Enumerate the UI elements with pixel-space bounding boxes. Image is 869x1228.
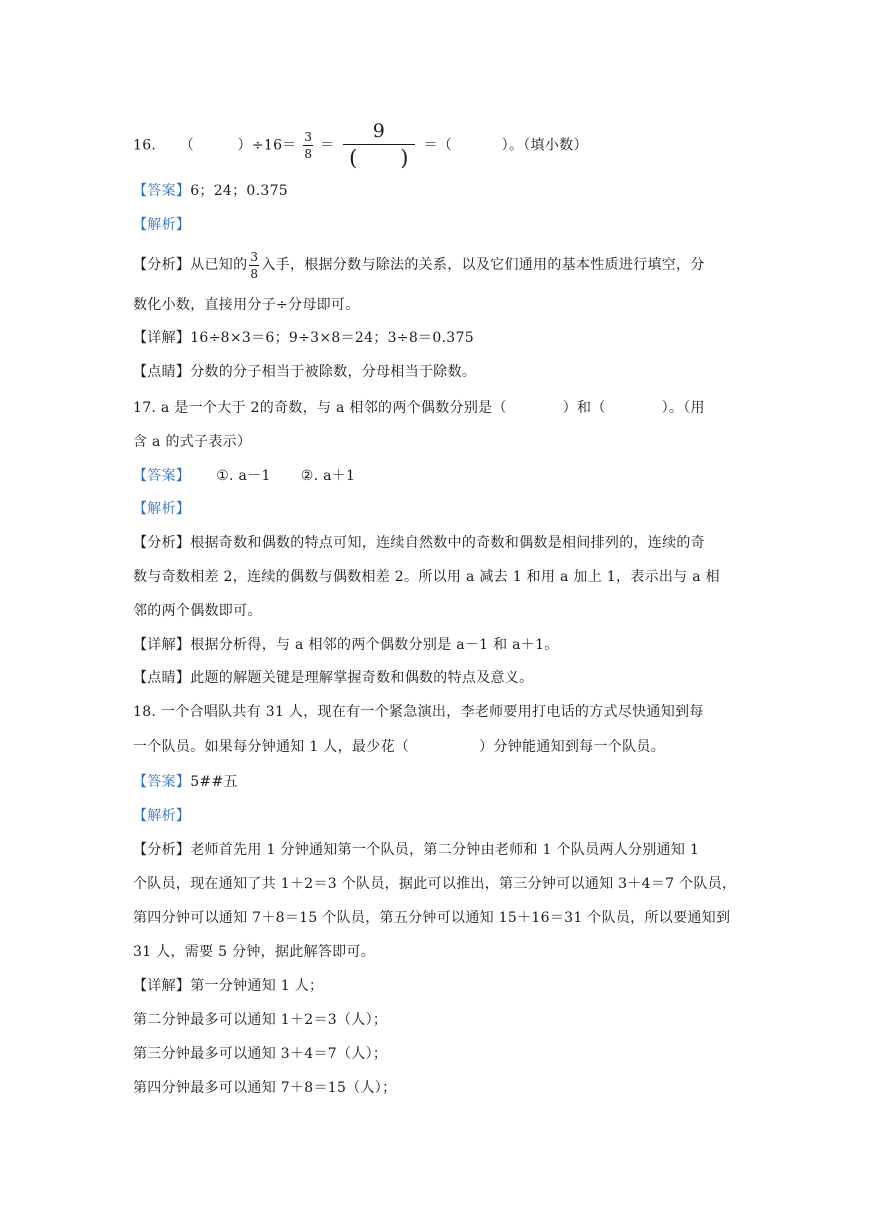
fraction-numerator: 3: [250, 249, 259, 264]
q18-xiangjie-line2: [133, 1010, 387, 1030]
q16-fraction-3-8: [303, 131, 313, 160]
q17-stem-line1: [133, 398, 705, 418]
q17-dianjing: [133, 668, 533, 688]
q17-text: 17. a 是一个大于 2的奇数，与 a 相邻的两个偶数分别是（: [133, 400, 507, 416]
fraction-denominator: 8: [250, 266, 259, 281]
fenxi-text: 数化小数，直接用分子÷分母即可。: [133, 297, 360, 313]
q17-text: ）和（: [562, 400, 606, 416]
fenxi-text: 老师首先用 1 分钟通知第一个队员，第二分钟由老师和 1 个队员两人分别通知 1: [190, 842, 700, 858]
q17-answer: [133, 466, 355, 486]
fenxi-text: 根据奇数和偶数的特点可知，连续自然数中的奇数和偶数是相间排列的，连续的奇: [190, 535, 706, 551]
fenxi-text: 数与奇数相差 2，连续的偶数与偶数相差 2。所以用 a 减去 1 和用 a 加上 1，表示出与 a 相: [133, 569, 720, 585]
q17-fenxi-line1: [133, 533, 705, 553]
answer-tag: 【答案】: [133, 468, 191, 484]
answer-tag: 【答案】: [133, 774, 191, 790]
q16-paren-open: （: [179, 137, 195, 154]
q16-equals-open: ＝（: [423, 137, 453, 154]
q16-divide-16: ）÷16＝: [237, 137, 297, 154]
q18-stem-line2: [133, 737, 665, 757]
xiangjie-tag: 【详解】: [133, 637, 191, 653]
fenxi-tag: 【分析】: [133, 257, 191, 273]
q17-text: 含 a 的式子表示）: [133, 434, 252, 450]
fenxi-tag: 【分析】: [133, 842, 191, 858]
q17-fenxi-line2: [133, 567, 720, 587]
q17-stem-line2: [133, 432, 251, 452]
q18-answer: [133, 772, 238, 792]
q18-xiangjie-line4: [133, 1078, 396, 1098]
fraction-denominator: 8: [304, 147, 313, 161]
fenxi-text: 邻的两个偶数即可。: [133, 603, 262, 619]
dianjing-tag: 【点睛】: [133, 364, 191, 380]
q17-analysis-heading: [133, 499, 190, 519]
fraction-numerator: 3: [304, 130, 313, 144]
xiangjie-text: 第三分钟最多可以通知 3＋4＝7（人）；: [133, 1046, 388, 1062]
analysis-tag: 【解析】: [133, 501, 191, 517]
q16-fenxi-line1: [133, 248, 705, 282]
xiangjie-text: 第四分钟最多可以通知 7＋8＝15（人）；: [133, 1080, 397, 1096]
answer-text: 5##五: [190, 774, 238, 790]
xiangjie-text: 16÷8×3＝6；9÷3×8＝24；3÷8＝0.375: [190, 330, 474, 346]
q16-xiangjie: [133, 328, 474, 348]
xiangjie-text: 第二分钟最多可以通知 1＋2＝3（人）；: [133, 1012, 388, 1028]
q16-answer: [133, 181, 288, 201]
q16-fraction-9-blank: [343, 122, 415, 169]
fenxi-text: 个队员，现在通知了共 1＋2＝3 个队员，据此可以推出，第三分钟可以通知 3＋4＝7 个队员，: [133, 876, 737, 892]
answer-item-2: ②. a＋1: [300, 468, 356, 484]
analysis-tag: 【解析】: [133, 217, 191, 233]
q16-analysis-heading: [133, 215, 190, 235]
q18-xiangjie-line1: [133, 976, 323, 996]
analysis-tag: 【解析】: [133, 808, 191, 824]
fenxi-text: 入手，根据分数与除法的关系，以及它们通用的基本性质进行填空，分: [261, 257, 705, 273]
q18-text: ）分钟能通知到每一个队员。: [479, 739, 666, 755]
q16-tail: ）。（填小数）: [501, 137, 588, 154]
q18-text: 一个队员。如果每分钟通知 1 人，最少花（: [133, 739, 410, 755]
q17-text: ）。（用: [661, 400, 705, 416]
q18-fenxi-line2: [133, 874, 736, 894]
fenxi-fraction-3-8: [249, 251, 259, 280]
fenxi-text: 第四分钟可以通知 7＋8＝15 个队员，第五分钟可以通知 15＋16＝31 个队员，所以要通知到: [133, 910, 731, 926]
q18-fenxi-line1: [133, 840, 699, 860]
q16-stem: [133, 122, 588, 169]
fenxi-text: 31 人，需要 5 分钟，据此解答即可。: [133, 944, 376, 960]
q18-xiangjie-line3: [133, 1044, 387, 1064]
answer-item-1: ①. a－1: [216, 468, 271, 484]
xiangjie-text: 第一分钟通知 1 人；: [190, 978, 324, 994]
dianjing-text: 分数的分子相当于被除数，分母相当于除数。: [190, 364, 477, 380]
xiangjie-text: 根据分析得，与 a 相邻的两个偶数分别是 a－1 和 a＋1。: [190, 637, 559, 653]
q16-equals: ＝: [320, 137, 335, 154]
xiangjie-tag: 【详解】: [133, 978, 191, 994]
xiangjie-tag: 【详解】: [133, 330, 191, 346]
q18-text: 18. 一个合唱队共有 31 人，现在有一个紧急演出，李老师要用打电话的方式尽快通知到每: [133, 704, 704, 720]
fenxi-tag: 【分析】: [133, 535, 191, 551]
q18-analysis-heading: [133, 806, 190, 826]
dianjing-text: 此题的解题关键是理解掌握奇数和偶数的特点及意义。: [190, 670, 534, 686]
q17-fenxi-line3: [133, 601, 262, 621]
q18-stem-line1: [133, 702, 704, 722]
q18-fenxi-line4: [133, 942, 375, 962]
answer-tag: 【答案】: [133, 183, 191, 199]
q18-fenxi-line3: [133, 908, 730, 928]
answer-text: 6；24；0.375: [190, 183, 289, 199]
fenxi-text: 从已知的: [190, 257, 248, 273]
q16-number: 16.: [133, 137, 157, 154]
fraction-numerator: 9: [372, 120, 386, 142]
fraction-denominator-blank: ( ): [343, 144, 415, 169]
dianjing-tag: 【点睛】: [133, 670, 191, 686]
q16-dianjing: [133, 362, 476, 382]
q16-fenxi-line2: [133, 295, 360, 315]
q17-xiangjie: [133, 635, 559, 655]
